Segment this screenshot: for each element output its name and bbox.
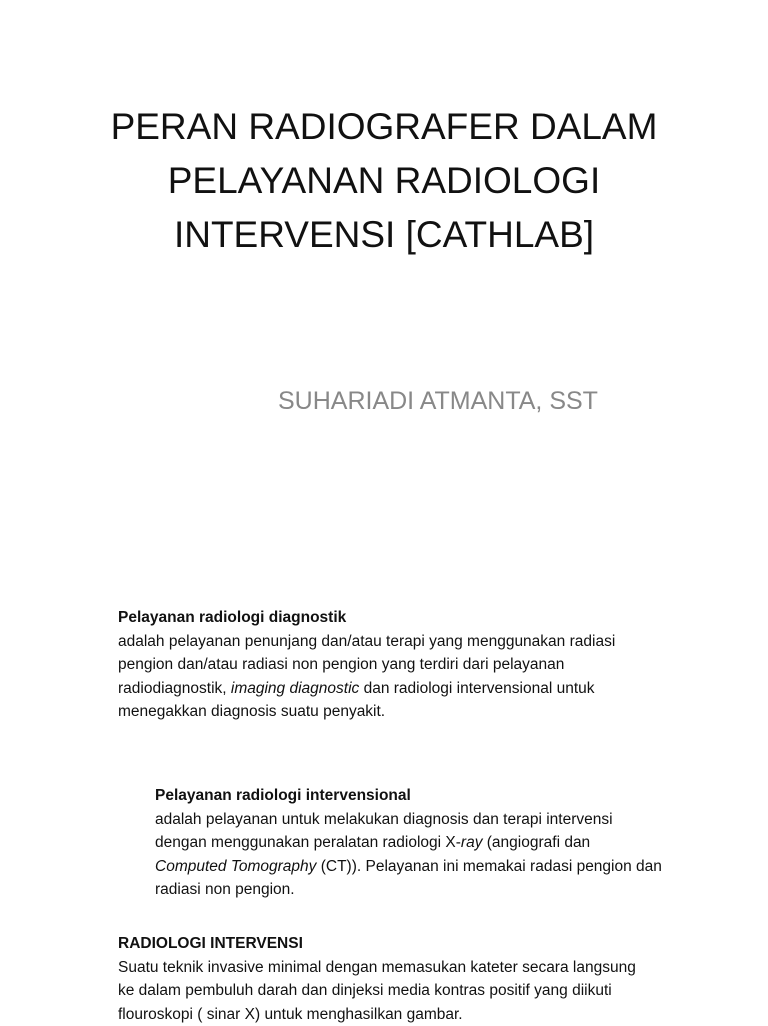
body-line bbox=[155, 831, 662, 855]
section-radiologi-intervensi bbox=[118, 932, 636, 1026]
italic-term: Computed Tomography bbox=[155, 858, 316, 875]
body-line: adalah pelayanan penunjang dan/atau terapi yang menggunakan radiasi bbox=[118, 630, 615, 654]
slide-title bbox=[60, 100, 708, 262]
body-line bbox=[155, 855, 662, 879]
section-heading: RADIOLOGI INTERVENSI bbox=[118, 932, 636, 956]
body-text: (angiografi dan bbox=[482, 834, 590, 851]
body-line: radiasi non pengion. bbox=[155, 878, 662, 902]
body-line: flouroskopi ( sinar X) untuk menghasilkan gambar. bbox=[118, 1003, 636, 1026]
body-text: radiodiagnostik, bbox=[118, 680, 231, 697]
title-line-1: PERAN RADIOGRAFER DALAM bbox=[60, 100, 708, 154]
section-heading: Pelayanan radiologi intervensional bbox=[155, 784, 662, 808]
italic-term: ray bbox=[461, 834, 483, 851]
section-heading: Pelayanan radiologi diagnostik bbox=[118, 606, 615, 630]
section-radiologi-intervensional bbox=[155, 784, 662, 902]
body-line: ke dalam pembuluh darah dan dinjeksi media kontras positif yang diikuti bbox=[118, 979, 636, 1003]
body-line bbox=[118, 677, 615, 701]
body-line: Suatu teknik invasive minimal dengan memasukan kateter secara langsung bbox=[118, 956, 636, 980]
body-text: dengan menggunakan peralatan radiologi X- bbox=[155, 834, 461, 851]
title-line-2: PELAYANAN RADIOLOGI bbox=[60, 154, 708, 208]
body-text: dan radiologi intervensional untuk bbox=[359, 680, 594, 697]
body-line: menegakkan diagnosis suatu penyakit. bbox=[118, 700, 615, 724]
section-radiologi-diagnostik bbox=[118, 606, 615, 724]
body-line: adalah pelayanan untuk melakukan diagnosis dan terapi intervensi bbox=[155, 808, 662, 832]
body-line: pengion dan/atau radiasi non pengion yang terdiri dari pelayanan bbox=[118, 653, 615, 677]
body-text: (CT)). Pelayanan ini memakai radasi pengion dan bbox=[316, 858, 661, 875]
author-subtitle: SUHARIADI ATMANTA, SST bbox=[278, 383, 598, 419]
italic-term: imaging diagnostic bbox=[231, 680, 359, 697]
title-line-3: INTERVENSI [CATHLAB] bbox=[60, 208, 708, 262]
